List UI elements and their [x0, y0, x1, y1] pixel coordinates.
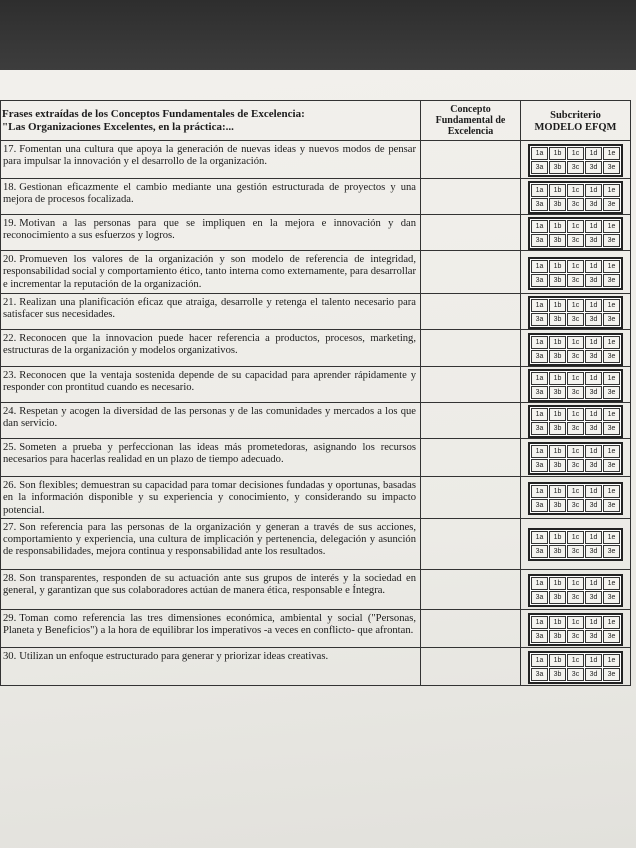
phrase-number: 25. [3, 442, 17, 453]
concept-answer-cell[interactable] [421, 251, 521, 294]
phrase-text: Realizan una planificación eficaz que atraiga, desarrolle y retenga el talento necesario para satisfacer sus necesidades. [3, 297, 416, 321]
phrase-text: Gestionan eficazmente el cambio mediante una gestión estructurada de proyectos y una mejora de procesos focalizada. [3, 182, 416, 206]
subcriterio-option[interactable]: 1c [567, 184, 584, 197]
subcriterio-option[interactable]: 1d [585, 220, 602, 233]
subcriterio-option[interactable]: 3a [531, 499, 548, 512]
subcriterio-option[interactable]: 3d [585, 350, 602, 363]
subcriterio-cell [521, 647, 631, 685]
subcriterio-option[interactable]: 3e [603, 630, 620, 643]
subcriterio-option[interactable]: 1b [549, 184, 566, 197]
subcriterio-option[interactable]: 1e [603, 336, 620, 349]
subcriterio-option[interactable]: 3a [531, 161, 548, 174]
subcriterio-option[interactable]: 3b [549, 313, 566, 326]
subcriterio-grid [528, 217, 623, 250]
table-row [1, 609, 631, 647]
subcriterio-option[interactable]: 1e [603, 531, 620, 544]
subcriterio-option[interactable]: 1d [585, 531, 602, 544]
subcriterio-grid [528, 257, 623, 290]
subcriterio-option[interactable]: 1b [549, 654, 566, 667]
subcriterio-option[interactable]: 1e [603, 220, 620, 233]
table-row [1, 647, 631, 685]
subcriterio-option[interactable]: 1d [585, 260, 602, 273]
subcriterio-option[interactable]: 3a [531, 386, 548, 399]
phrase-number: 18. [3, 182, 17, 193]
table-row [1, 330, 631, 367]
concept-answer-cell[interactable] [421, 439, 521, 477]
subcriterio-option[interactable]: 1e [603, 485, 620, 498]
subcriterio-option[interactable]: 3c [567, 234, 584, 247]
subcriterio-option[interactable]: 3b [549, 422, 566, 435]
subcriterio-option[interactable]: 1a [531, 485, 548, 498]
phrases-header-line1: Frases extraídas de los Conceptos Fundamentales de Excelencia: [2, 108, 305, 120]
subcriterio-option[interactable]: 1d [585, 147, 602, 160]
subcriterio-cell [521, 439, 631, 477]
subcriterio-option[interactable]: 3e [603, 161, 620, 174]
subcriterio-option[interactable]: 3a [531, 422, 548, 435]
subcriterio-grid [528, 181, 623, 214]
phrase-number: 19. [3, 218, 17, 229]
subcriterio-option[interactable]: 3d [585, 499, 602, 512]
subcriterio-option[interactable]: 1c [567, 531, 584, 544]
subcriterio-grid [528, 296, 623, 329]
subcriterio-option[interactable]: 3e [603, 499, 620, 512]
phrase-cell [1, 403, 421, 439]
subcriterio-option[interactable]: 3e [603, 591, 620, 604]
subcriterio-option[interactable]: 1c [567, 147, 584, 160]
subcriterio-cell [521, 518, 631, 569]
subcriterio-option[interactable]: 3c [567, 198, 584, 211]
phrase-text: Fomentan una cultura que apoya la generación de nuevas ideas y nuevos modos de pensar para impulsar la innovación y el desarrollo de la organización. [3, 144, 416, 168]
phrase-number: 20. [3, 254, 17, 265]
subcriterio-option[interactable]: 1d [585, 485, 602, 498]
subcriterio-option[interactable]: 3c [567, 313, 584, 326]
subcriterio-option[interactable]: 1d [585, 616, 602, 629]
subcriterio-option[interactable]: 1c [567, 336, 584, 349]
subcriterio-header-line2: MODELO EFQM [534, 122, 617, 133]
subcriterio-option[interactable]: 3d [585, 630, 602, 643]
table-row [1, 439, 631, 477]
subcriterio-grid [528, 651, 623, 684]
subcriterio-option[interactable]: 3b [549, 274, 566, 287]
subcriterio-cell [521, 251, 631, 294]
subcriterio-option[interactable]: 3c [567, 630, 584, 643]
subcriterio-option[interactable]: 1d [585, 654, 602, 667]
subcriterio-option[interactable]: 3d [585, 274, 602, 287]
subcriterio-option[interactable]: 1a [531, 184, 548, 197]
subcriterio-option[interactable]: 1b [549, 372, 566, 385]
phrase-number: 26. [3, 480, 17, 491]
subcriterio-option[interactable]: 3e [603, 234, 620, 247]
subcriterio-option[interactable]: 1d [585, 299, 602, 312]
subcriterio-option[interactable]: 1e [603, 408, 620, 421]
concept-answer-cell[interactable] [421, 477, 521, 519]
subcriterio-option[interactable]: 1a [531, 336, 548, 349]
subcriterio-cell [521, 403, 631, 439]
subcriterio-option[interactable]: 3a [531, 545, 548, 558]
phrase-text: Reconocen que la innovacion puede hacer referencia a productos, procesos, marketing, estructuras de la organización y modelos organizativos. [3, 333, 416, 357]
subcriterio-option[interactable]: 1b [549, 485, 566, 498]
phrase-cell [1, 294, 421, 330]
phrase-cell [1, 569, 421, 609]
phrase-number: 28. [3, 572, 17, 584]
subcriterio-grid [528, 405, 623, 438]
subcriterio-option[interactable]: 1b [549, 260, 566, 273]
subcriterio-option[interactable]: 3a [531, 459, 548, 472]
subcriterio-option[interactable]: 3d [585, 313, 602, 326]
subcriterio-option[interactable]: 1a [531, 147, 548, 160]
subcriterio-option[interactable]: 3d [585, 591, 602, 604]
subcriterio-option[interactable]: 1c [567, 485, 584, 498]
subcriterio-option[interactable]: 1d [585, 577, 602, 590]
phrase-number: 22. [3, 333, 17, 344]
subcriterio-option[interactable]: 1a [531, 654, 548, 667]
subcriterio-cell [521, 477, 631, 519]
efqm-table [0, 100, 631, 686]
table-row [1, 518, 631, 569]
concept-answer-cell[interactable] [421, 294, 521, 330]
subcriterio-option[interactable]: 3e [603, 274, 620, 287]
subcriterio-option[interactable]: 3e [603, 386, 620, 399]
phrase-cell [1, 179, 421, 215]
subcriterio-option[interactable]: 3d [585, 198, 602, 211]
subcriterio-grid [528, 574, 623, 607]
phrase-cell [1, 477, 421, 519]
phrase-text: Respetan y acogen la diversidad de las personas y de las comunidades y mercados a los que dan servicio. [3, 406, 416, 430]
subcriterio-option[interactable]: 3e [603, 198, 620, 211]
subcriterio-grid [528, 144, 623, 177]
concept-answer-cell[interactable] [421, 647, 521, 685]
subcriterio-option[interactable]: 3a [531, 313, 548, 326]
subcriterio-option[interactable]: 1c [567, 654, 584, 667]
subcriterio-option[interactable]: 3b [549, 198, 566, 211]
subcriterio-option[interactable]: 3d [585, 386, 602, 399]
phrase-text: Son transparentes, responden de su actuación ante sus grupos de interés y la sociedad en general, y garantizan que sus colaboradores actúan de manera ética, responsable e Íntegra. [3, 572, 416, 597]
phrase-text: Son referencia para las personas de la organización y generan a través de sus acciones, comportamiento y experiencia, una cultura de implicación y pertenencia, delegación y asunción de responsabilidades, mejora continua y responsabilidad ante los resultados. [3, 521, 416, 558]
subcriterio-option[interactable]: 1a [531, 531, 548, 544]
subcriterio-cell [521, 367, 631, 403]
subcriterio-option[interactable]: 3e [603, 668, 620, 681]
subcriterio-option[interactable]: 1d [585, 336, 602, 349]
subcriterio-option[interactable]: 1e [603, 147, 620, 160]
subcriterio-cell [521, 141, 631, 179]
subcriterio-option[interactable]: 1e [603, 445, 620, 458]
subcriterio-option[interactable]: 1a [531, 445, 548, 458]
phrase-number: 23. [3, 370, 17, 381]
table-header-row [1, 101, 631, 141]
subcriterio-option[interactable]: 1d [585, 408, 602, 421]
subcriterio-option[interactable]: 1e [603, 577, 620, 590]
phrases-header [1, 101, 421, 141]
subcriterio-cell [521, 609, 631, 647]
subcriterio-option[interactable]: 1b [549, 147, 566, 160]
phrase-cell [1, 330, 421, 367]
concept-answer-cell[interactable] [421, 518, 521, 569]
concept-answer-cell[interactable] [421, 367, 521, 403]
subcriterio-option[interactable]: 1e [603, 616, 620, 629]
subcriterio-option[interactable]: 3b [549, 545, 566, 558]
phrase-text: Son flexibles; demuestran su capacidad para tomar decisiones fundadas y oportunas, basadas en la información disponible y su experiencia y conocimiento, y considerando su impacto potencial. [3, 480, 416, 516]
subcriterio-option[interactable]: 3c [567, 499, 584, 512]
subcriterio-option[interactable]: 3c [567, 350, 584, 363]
subcriterio-option[interactable]: 3d [585, 668, 602, 681]
subcriterio-option[interactable]: 3a [531, 274, 548, 287]
background-dark-area [0, 0, 636, 70]
subcriterio-option[interactable]: 3e [603, 422, 620, 435]
subcriterio-option[interactable]: 1a [531, 299, 548, 312]
phrase-number: 30. [3, 650, 17, 662]
phrase-number: 24. [3, 406, 17, 417]
table-row [1, 215, 631, 251]
subcriterio-option[interactable]: 3e [603, 545, 620, 558]
subcriterio-option[interactable]: 3c [567, 668, 584, 681]
subcriterio-grid [528, 333, 623, 366]
phrases-header-line2: "Las Organizaciones Excelentes, en la práctica:... [2, 121, 234, 133]
phrase-text: Utilizan un enfoque estructurado para generar y priorizar ideas creativas. [19, 650, 329, 662]
table-row [1, 569, 631, 609]
subcriterio-option[interactable]: 1c [567, 220, 584, 233]
subcriterio-option[interactable]: 1d [585, 372, 602, 385]
subcriterio-cell [521, 215, 631, 251]
subcriterio-option[interactable]: 1c [567, 260, 584, 273]
subcriterio-option[interactable]: 3c [567, 274, 584, 287]
phrase-number: 21. [3, 297, 17, 308]
subcriterio-option[interactable]: 3d [585, 422, 602, 435]
subcriterio-option[interactable]: 3c [567, 459, 584, 472]
subcriterio-option[interactable]: 1a [531, 372, 548, 385]
subcriterio-option[interactable]: 1d [585, 184, 602, 197]
concept-answer-cell[interactable] [421, 330, 521, 367]
subcriterio-grid [528, 442, 623, 475]
concept-answer-cell[interactable] [421, 141, 521, 179]
subcriterio-option[interactable]: 3a [531, 591, 548, 604]
subcriterio-option[interactable]: 3c [567, 386, 584, 399]
concept-answer-cell[interactable] [421, 403, 521, 439]
subcriterio-option[interactable]: 1b [549, 336, 566, 349]
subcriterio-grid [528, 482, 623, 515]
subcriterio-option[interactable]: 3a [531, 198, 548, 211]
subcriterio-option[interactable]: 3b [549, 499, 566, 512]
subcriterio-cell [521, 330, 631, 367]
subcriterio-option[interactable]: 3b [549, 386, 566, 399]
subcriterio-cell [521, 569, 631, 609]
phrase-cell [1, 439, 421, 477]
subcriterio-option[interactable]: 1c [567, 616, 584, 629]
table-row [1, 367, 631, 403]
subcriterio-header-line1: Subcriterio [550, 110, 601, 121]
phrase-number: 29. [3, 612, 17, 624]
phrase-cell [1, 251, 421, 294]
table-row [1, 403, 631, 439]
subcriterio-cell [521, 179, 631, 215]
subcriterio-option[interactable]: 1a [531, 260, 548, 273]
subcriterio-option[interactable]: 1e [603, 184, 620, 197]
subcriterio-option[interactable]: 3a [531, 630, 548, 643]
phrase-cell [1, 609, 421, 647]
subcriterio-option[interactable]: 1a [531, 577, 548, 590]
subcriterio-option[interactable]: 3d [585, 545, 602, 558]
concept-answer-cell[interactable] [421, 569, 521, 609]
subcriterio-option[interactable]: 1e [603, 372, 620, 385]
subcriterio-option[interactable]: 1b [549, 445, 566, 458]
subcriterio-grid [528, 369, 623, 402]
concept-answer-cell[interactable] [421, 179, 521, 215]
table-row [1, 477, 631, 519]
subcriterio-option[interactable]: 1b [549, 616, 566, 629]
phrase-text: Someten a prueba y perfeccionan las ideas más prometedoras, asignando los recursos necesarios para hacerlas realidad en un plazo de tiempo adecuado. [3, 442, 416, 466]
subcriterio-option[interactable]: 3b [549, 234, 566, 247]
concept-header: Concepto Fundamental de Excelencia [421, 101, 521, 141]
subcriterio-option[interactable]: 3c [567, 591, 584, 604]
subcriterio-grid [528, 528, 623, 561]
phrase-cell [1, 367, 421, 403]
subcriterio-option[interactable]: 1d [585, 445, 602, 458]
subcriterio-option[interactable]: 3a [531, 234, 548, 247]
subcriterio-option[interactable]: 3e [603, 313, 620, 326]
subcriterio-option[interactable]: 3a [531, 668, 548, 681]
subcriterio-option[interactable]: 1c [567, 299, 584, 312]
subcriterio-option[interactable]: 1c [567, 372, 584, 385]
subcriterio-option[interactable]: 1c [567, 408, 584, 421]
subcriterio-option[interactable]: 3e [603, 459, 620, 472]
concept-answer-cell[interactable] [421, 215, 521, 251]
phrase-text: Promueven los valores de la organización y son modelo de referencia de integridad, responsabilidad social y comportamiento ético, tanto interna como externamente, para desarrollar e incrementar la reputación de la organización. [3, 254, 417, 290]
subcriterio-option[interactable]: 3d [585, 459, 602, 472]
subcriterio-option[interactable]: 3b [549, 350, 566, 363]
subcriterio-option[interactable]: 1a [531, 616, 548, 629]
table-row [1, 251, 631, 294]
phrase-cell [1, 518, 421, 569]
subcriterio-option[interactable]: 1e [603, 654, 620, 667]
phrase-text: Toman como referencia las tres dimensiones económica, ambiental y social ("Personas, Planeta y Beneficios") a la hora de equilibrar los imperativos -a veces en conflicto- que afrontan. [3, 612, 416, 637]
subcriterio-option[interactable]: 3b [549, 591, 566, 604]
subcriterio-option[interactable]: 3b [549, 161, 566, 174]
subcriterio-option[interactable]: 3b [549, 459, 566, 472]
phrase-cell [1, 215, 421, 251]
subcriterio-option[interactable]: 1c [567, 577, 584, 590]
phrase-text: Reconocen que la ventaja sostenida depende de su capacidad para aprender rápidamente y responder con prontitud cuando es necesario. [3, 370, 416, 394]
subcriterio-cell [521, 294, 631, 330]
subcriterio-option[interactable]: 1b [549, 531, 566, 544]
subcriterio-option[interactable]: 1e [603, 299, 620, 312]
subcriterio-option[interactable]: 3c [567, 422, 584, 435]
subcriterio-option[interactable]: 3d [585, 234, 602, 247]
table-row [1, 179, 631, 215]
subcriterio-option[interactable]: 3b [549, 668, 566, 681]
subcriterio-option[interactable]: 1b [549, 299, 566, 312]
subcriterio-option[interactable]: 1e [603, 260, 620, 273]
subcriterio-option[interactable]: 3d [585, 161, 602, 174]
subcriterio-option[interactable]: 1b [549, 220, 566, 233]
subcriterio-option[interactable]: 3a [531, 350, 548, 363]
subcriterio-option[interactable]: 1b [549, 577, 566, 590]
subcriterio-option[interactable]: 3e [603, 350, 620, 363]
phrase-cell [1, 141, 421, 179]
subcriterio-header [521, 101, 631, 141]
phrase-number: 27. [3, 521, 17, 533]
subcriterio-option[interactable]: 1c [567, 445, 584, 458]
table-row [1, 141, 631, 179]
table-row [1, 294, 631, 330]
subcriterio-option[interactable]: 1a [531, 408, 548, 421]
phrase-number: 17. [3, 144, 17, 155]
subcriterio-grid [528, 613, 623, 646]
subcriterio-option[interactable]: 3b [549, 630, 566, 643]
concept-answer-cell[interactable] [421, 609, 521, 647]
subcriterio-option[interactable]: 1b [549, 408, 566, 421]
subcriterio-option[interactable]: 3c [567, 545, 584, 558]
subcriterio-option[interactable]: 1a [531, 220, 548, 233]
phrase-text: Motivan a las personas para que se impliquen en la mejora e innovación y dan reconocimiento a sus esfuerzos y logros. [3, 218, 416, 242]
subcriterio-option[interactable]: 3c [567, 161, 584, 174]
phrase-cell [1, 647, 421, 685]
